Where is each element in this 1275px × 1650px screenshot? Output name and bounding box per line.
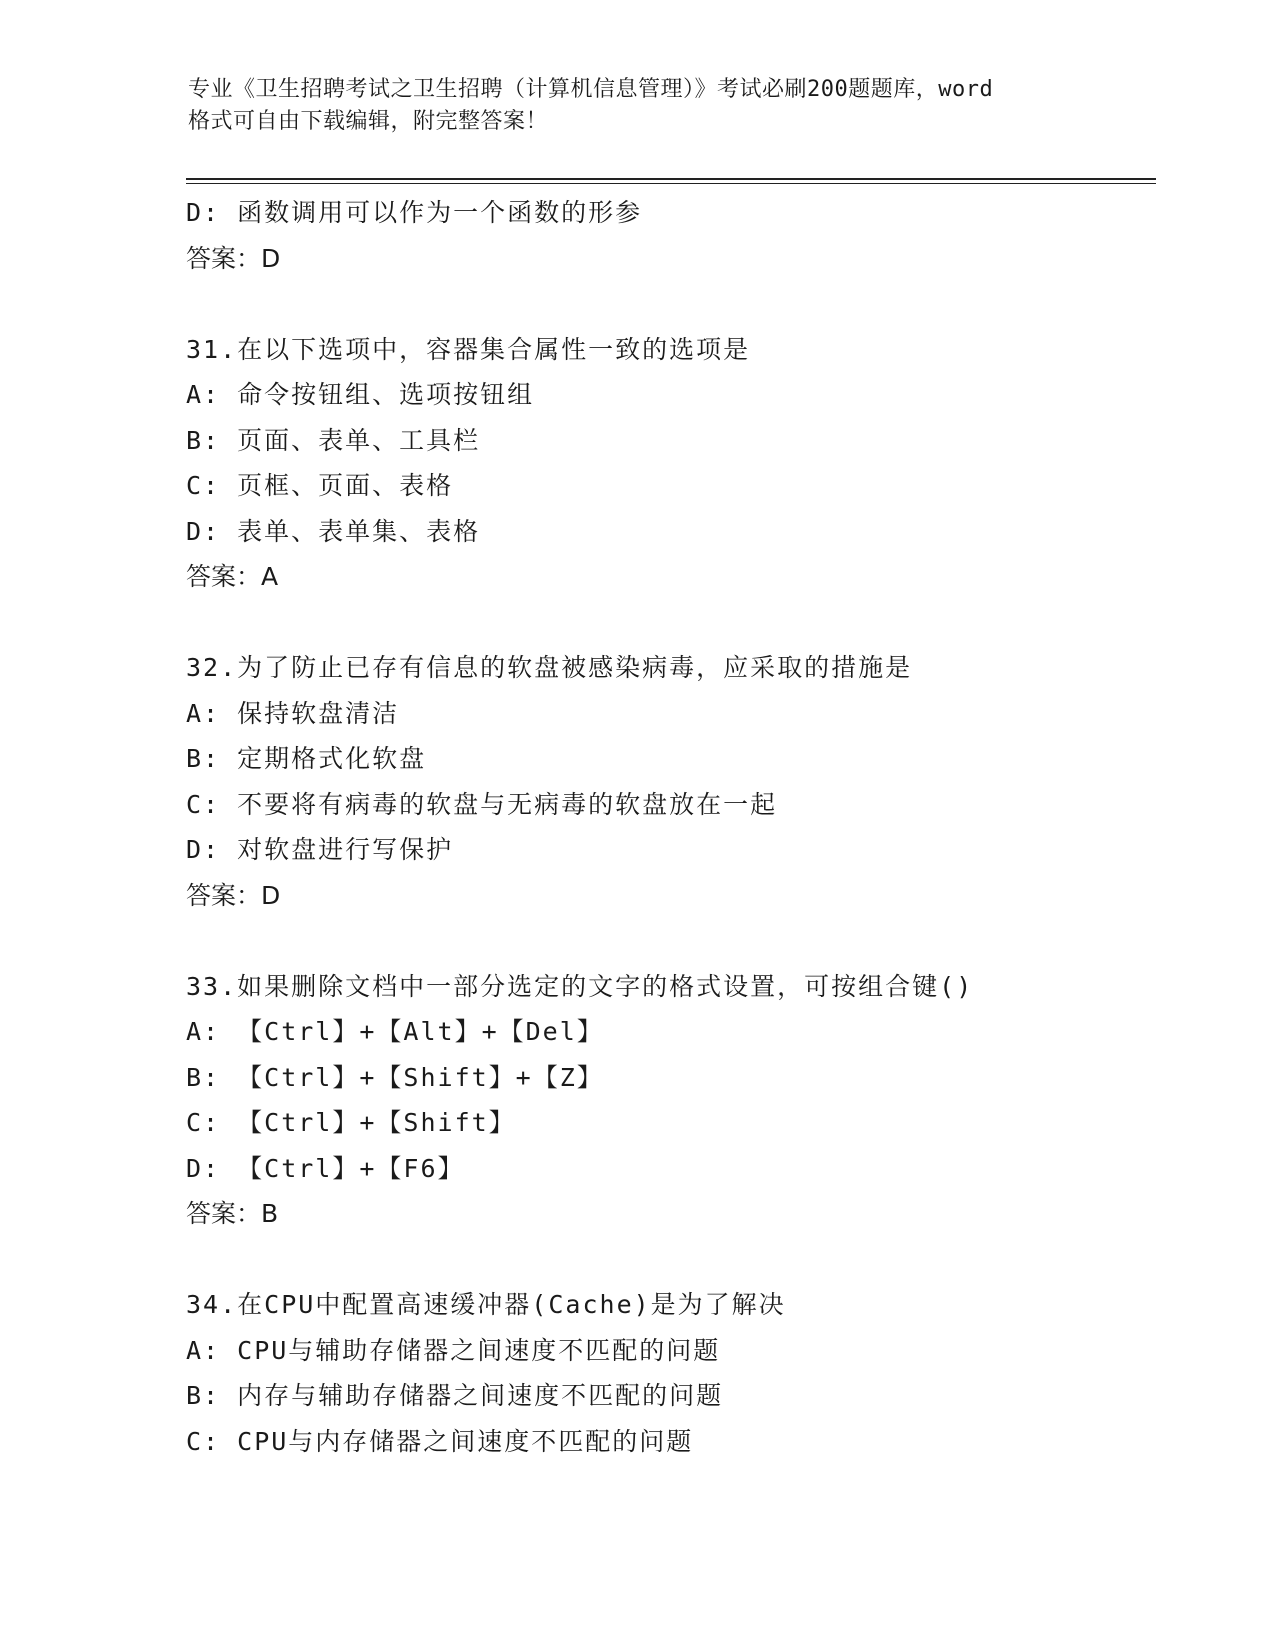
option-b: B: 页面、表单、工具栏 [186,425,481,455]
option-b: B: 【Ctrl】+【Shift】+【Z】 [186,1062,604,1092]
header-line-1: 专业《卫生招聘考试之卫生招聘（计算机信息管理）》考试必刷200题题库，word [188,77,994,102]
option-c: C: 不要将有病毒的软盘与无病毒的软盘放在一起 [186,789,778,819]
option-a: A: 保持软盘清洁 [186,698,400,728]
option-b: B: 定期格式化软盘 [186,744,427,773]
answer-line: 答案：D [186,243,281,273]
option-d: D: 表单、表单集、表格 [186,516,481,546]
option-b: B: 内存与辅助存储器之间速度不匹配的问题 [186,1381,724,1410]
question-list [186,190,1146,1464]
spacer [186,1237,1146,1283]
answer-line: 答案：D [186,880,281,910]
option-d: D: 【Ctrl】+【F6】 [186,1153,465,1183]
question-stem: 31.在以下选项中，容器集合属性一致的选项是 [186,334,751,364]
question-stem: 33.如果删除文档中一部分选定的文字的格式设置，可按组合键() [186,971,974,1001]
question-32 [186,645,1146,918]
option-c: C: CPU与内存储器之间速度不匹配的问题 [186,1426,694,1456]
option-d: D: 函数调用可以作为一个函数的形参 [186,198,643,227]
question-34 [186,1282,1146,1464]
header-divider-thin [186,183,1156,184]
header-divider-thick [186,178,1156,180]
answer-line: 答案：A [186,562,279,591]
option-a: A: 【Ctrl】+【Alt】+【Del】 [186,1017,604,1046]
question-stem: 32.为了防止已存有信息的软盘被感染病毒，应采取的措施是 [186,653,913,682]
answer-line: 答案：B [186,1199,279,1228]
previous-question-tail [186,190,1146,281]
spacer [186,918,1146,964]
document-header [188,74,1088,138]
spacer [186,281,1146,327]
spacer [186,600,1146,646]
option-d: D: 对软盘进行写保护 [186,835,454,864]
option-a: A: CPU与辅助存储器之间速度不匹配的问题 [186,1335,721,1365]
option-c: C: 页框、页面、表格 [186,471,454,500]
question-33 [186,964,1146,1237]
header-line-2: 格式可自由下载编辑，附完整答案！ [188,109,549,134]
question-31 [186,327,1146,600]
option-c: C: 【Ctrl】+【Shift】 [186,1108,516,1137]
option-a: A: 命令按钮组、选项按钮组 [186,380,535,409]
question-stem: 34.在CPU中配置高速缓冲器(Cache)是为了解决 [186,1290,786,1319]
